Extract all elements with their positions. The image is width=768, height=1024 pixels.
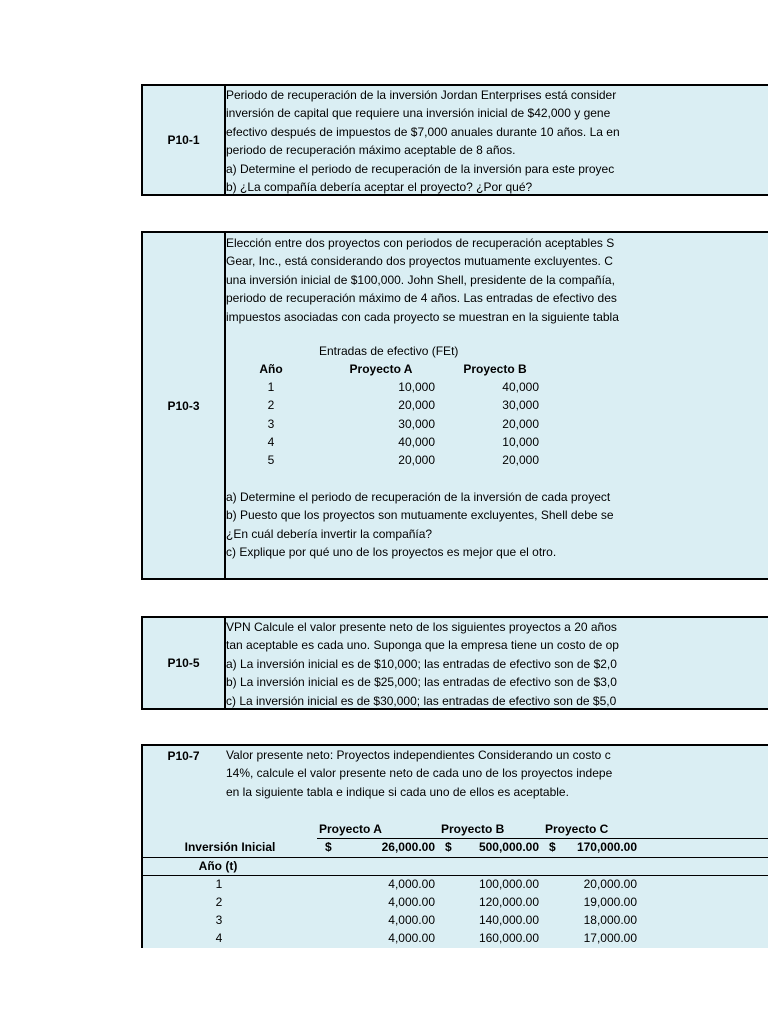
year-column-label: Año (t) — [198, 859, 238, 873]
year-cell: 4 — [215, 931, 223, 945]
project-c-value: 18,000.00 — [583, 913, 637, 927]
problem-p10-3 — [141, 231, 768, 580]
row-divider — [143, 857, 768, 858]
project-b-value: 140,000.00 — [478, 913, 539, 927]
problem-text — [226, 86, 768, 196]
currency-symbol: $ — [325, 840, 332, 854]
project-b-value: 100,000.00 — [478, 877, 539, 891]
project-b-value: 160,000.00 — [478, 931, 539, 945]
year-cell: 3 — [215, 913, 223, 927]
problem-p10-5 — [141, 616, 768, 710]
year-cell: 2 — [215, 895, 223, 909]
text-line: a) Determine el periodo de recuperación de la inversión para este proyec — [226, 161, 615, 176]
project-b-value: 20,000 — [502, 417, 539, 431]
project-a-value: 4,000.00 — [388, 895, 435, 909]
currency-symbol: $ — [549, 840, 556, 854]
column-header-project-c: Proyecto C — [545, 822, 609, 836]
text-line: b) ¿La compañía debería aceptar el proyecto? ¿Por qué? — [226, 179, 533, 194]
problem-label: P10-1 — [143, 86, 226, 194]
text-line: c) Explique por qué uno de los proyectos es mejor que el otro. — [226, 545, 557, 560]
column-header-project-b: Proyecto B — [441, 822, 505, 836]
text-line: b) La inversión inicial es de $25,000; las entradas de efectivo son de $3,0 — [226, 675, 617, 690]
problem-text — [226, 746, 768, 801]
project-a-value: 4,000.00 — [388, 913, 435, 927]
project-b-value: 120,000.00 — [478, 895, 539, 909]
text-line: c) La inversión inicial es de $30,000; las entradas de efectivo son de $5,0 — [226, 693, 617, 708]
project-c-value: 17,000.00 — [583, 931, 637, 945]
problem-label: P10-7 — [167, 749, 200, 763]
problem-intro — [226, 234, 768, 326]
problem-p10-1 — [141, 84, 768, 196]
currency-symbol: $ — [445, 840, 452, 854]
project-b-value: 20,000 — [502, 453, 539, 467]
project-a-value: 40,000 — [398, 435, 435, 449]
text-line: Gear, Inc., está considerando dos proyectos mutuamente excluyentes. C — [226, 254, 613, 269]
text-line: periodo de recuperación máximo aceptable de 8 años. — [226, 143, 516, 158]
text-line: Periodo de recuperación de la inversión Jordan Enterprises está consider — [226, 88, 617, 102]
text-line: 14%, calcule el valor presente neto de cada uno de los proyectos indepe — [226, 766, 613, 781]
project-a-value: 4,000.00 — [388, 877, 435, 891]
year-cell: 5 — [267, 453, 275, 467]
text-line: VPN Calcule el valor presente neto de los siguientes proyectos a 20 años — [226, 620, 617, 634]
initial-investment-a: 26,000.00 — [381, 840, 435, 854]
project-c-value: 19,000.00 — [583, 895, 637, 909]
text-line: Elección entre dos proyectos con periodos de recuperación aceptables S — [226, 236, 615, 250]
year-cell: 1 — [267, 380, 275, 394]
project-a-value: 4,000.00 — [388, 931, 435, 945]
text-line: Valor presente neto: Proyectos independientes Considerando un costo c — [226, 748, 611, 762]
text-line: ¿En cuál debería invertir la compañía? — [226, 526, 433, 541]
project-a-value: 20,000 — [398, 453, 435, 467]
year-cell: 2 — [267, 398, 275, 412]
project-b-value: 40,000 — [502, 380, 539, 394]
text-line: una inversión inicial de $100,000. John Shell, presidente de la compañía, — [226, 272, 615, 287]
initial-investment-label: Inversión Inicial — [184, 840, 276, 854]
year-cell: 4 — [267, 435, 275, 449]
text-line: efectivo después de impuestos de $7,000 anuales durante 10 años. La en — [226, 124, 620, 139]
text-line: periodo de recuperación máximo de 4 años. Las entradas de efectivo des — [226, 291, 617, 306]
text-line: inversión de capital que requiere una inversión inicial de $42,000 y gene — [226, 106, 611, 121]
problem-label: P10-3 — [143, 233, 226, 578]
text-line: en la siguiente tabla e indique si cada uno de ellos es aceptable. — [226, 784, 569, 799]
initial-investment-b: 500,000.00 — [478, 840, 539, 854]
text-line: b) Puesto que los proyectos son mutuamente excluyentes, Shell debe se — [226, 508, 614, 523]
text-line: a) La inversión inicial es de $10,000; las entradas de efectivo son de $2,0 — [226, 656, 617, 671]
project-a-value: 10,000 — [398, 380, 435, 394]
text-line: tan aceptable es cada uno. Suponga que la empresa tiene un costo de op — [226, 638, 619, 653]
problem-questions — [226, 488, 768, 562]
column-header-project-a: Proyecto A — [319, 822, 382, 836]
cashflow-table-title: Entradas de efectivo (FEt) — [319, 344, 459, 358]
project-b-value: 30,000 — [502, 398, 539, 412]
problem-text — [226, 618, 768, 710]
text-line: impuestos asociadas con cada proyecto se muestran en la siguiente tabla — [226, 309, 619, 324]
year-cell: 1 — [215, 877, 223, 891]
year-cell: 3 — [267, 417, 275, 431]
problem-p10-7 — [141, 744, 768, 948]
project-c-value: 20,000.00 — [583, 877, 637, 891]
problem-label: P10-5 — [143, 618, 226, 708]
column-header-project-b: Proyecto B — [463, 362, 527, 376]
text-line: a) Determine el periodo de recuperación de la inversión de cada proyect — [226, 490, 611, 504]
column-header-year: Año — [259, 362, 283, 376]
initial-investment-c: 170,000.00 — [576, 840, 637, 854]
row-divider — [143, 875, 768, 876]
column-header-project-a: Proyecto A — [349, 362, 413, 376]
project-a-value: 30,000 — [398, 417, 435, 431]
project-a-value: 20,000 — [398, 398, 435, 412]
project-b-value: 10,000 — [502, 435, 539, 449]
header-underline — [317, 838, 768, 839]
